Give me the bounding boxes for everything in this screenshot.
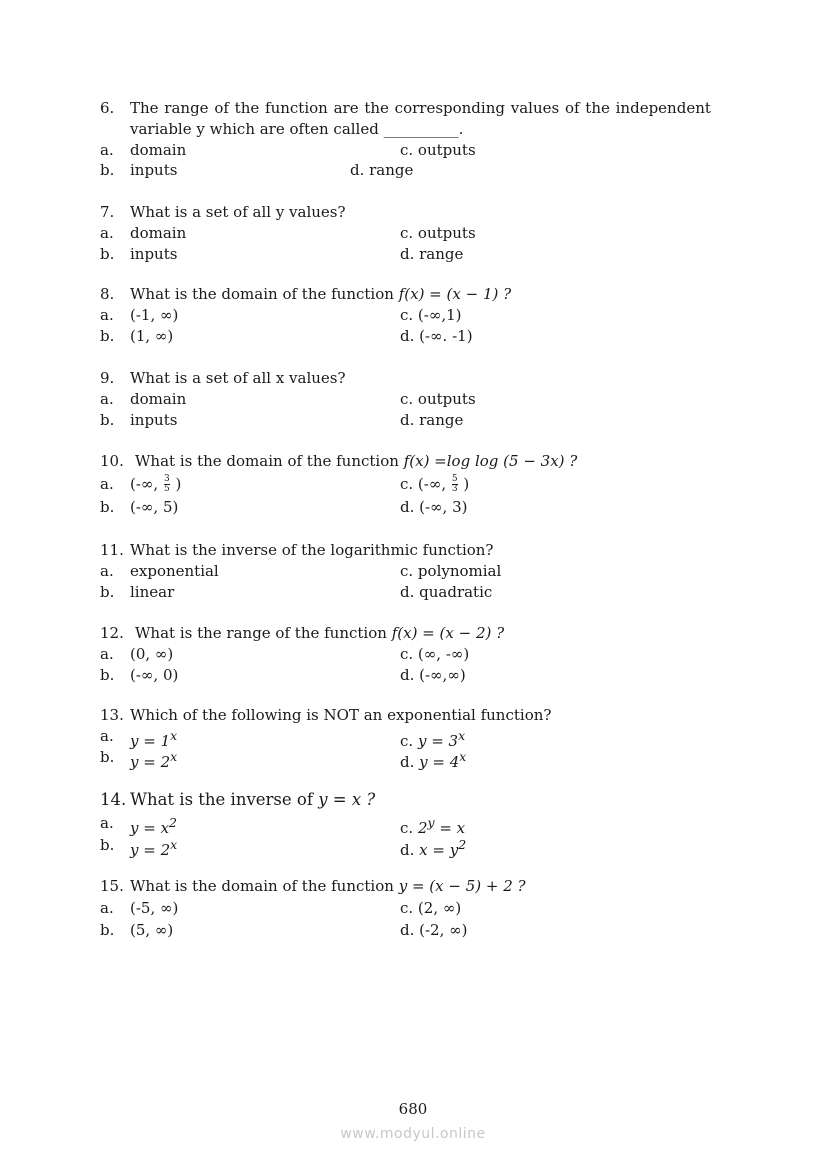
question-number: 13.	[100, 706, 124, 724]
option-a: (-1, ∞)	[130, 305, 179, 324]
option-a-base: y = 1	[130, 731, 171, 750]
option-c-label: c.	[400, 819, 414, 837]
option-c-base: y = 3	[417, 731, 459, 750]
question-15	[100, 876, 740, 941]
option-b-label: b.	[100, 161, 115, 180]
question-stem	[100, 623, 740, 644]
question-14	[100, 788, 740, 859]
question-text-wrap	[130, 284, 511, 305]
question-number: 10.	[100, 452, 124, 470]
option-d-exponent: 2	[458, 837, 467, 852]
option-c-rest: = x	[434, 819, 466, 837]
option-b-label: b.	[100, 244, 115, 263]
question-text: What is the inverse of	[130, 790, 313, 809]
question-12	[100, 623, 740, 685]
option-a	[130, 472, 181, 497]
option-d: d. (-∞,∞)	[400, 665, 466, 684]
option-a-label: a.	[100, 389, 114, 408]
question-text: What is the range of the function	[135, 624, 387, 642]
option-b-base: y = 2	[130, 841, 171, 859]
option-a-label: a.	[100, 898, 114, 917]
option-d-exponent: x	[459, 748, 467, 764]
option-d: d. (-∞. -1)	[400, 326, 473, 345]
options-row-1	[100, 561, 740, 582]
option-b: (-∞, 0)	[130, 665, 179, 684]
option-b: (1, ∞)	[130, 326, 174, 345]
option-c-base: 2	[417, 819, 428, 837]
option-d-base: x = y	[419, 841, 459, 859]
option-d-base: y = 4	[419, 752, 460, 771]
question-text: What is the domain of the function	[130, 877, 394, 895]
watermark: www.modyul.online	[340, 1126, 486, 1142]
option-b-label: b.	[100, 497, 115, 516]
option-c: c. outputs	[400, 389, 476, 408]
question-formula: f(x) =log log (5 − 3x) ?	[403, 452, 578, 470]
option-a: domain	[130, 389, 187, 408]
option-c-prefix: c. (-∞,	[400, 474, 447, 493]
option-c: c. (2, ∞)	[400, 898, 462, 917]
question-number: 6.	[100, 99, 115, 117]
option-a-label: a.	[100, 474, 114, 493]
option-b-exponent: x	[170, 837, 178, 852]
option-a-label: a.	[100, 726, 114, 745]
question-text: The range of the function are the corresponding values of the independent	[130, 99, 711, 117]
question-text-wrap	[135, 451, 577, 472]
option-a-suffix: )	[175, 474, 182, 493]
option-b: linear	[130, 582, 175, 601]
options-row-1	[100, 726, 740, 750]
option-d-label: d.	[400, 752, 415, 771]
option-b: inputs	[130, 244, 178, 263]
question-formula: f(x) = (x − 1) ?	[398, 285, 512, 303]
options-row-1	[100, 897, 740, 919]
options-row-1	[100, 223, 740, 244]
option-a: domain	[130, 140, 187, 159]
option-a-label: a.	[100, 223, 114, 242]
question-9	[100, 368, 740, 430]
option-a-prefix: (-∞,	[130, 474, 159, 493]
options-row-2	[100, 834, 740, 859]
option-c: c. polynomial	[400, 561, 502, 580]
option-d	[400, 747, 466, 773]
question-8	[100, 284, 740, 346]
options-row-2	[100, 326, 740, 347]
option-a-label: a.	[100, 561, 114, 580]
question-number: 11.	[100, 541, 124, 559]
question-number: 7.	[100, 203, 115, 221]
question-number: 8.	[100, 285, 115, 303]
option-b-label: b.	[100, 410, 115, 429]
option-c: c. outputs	[400, 223, 476, 242]
options-row-2	[100, 582, 740, 603]
options-row-2	[100, 497, 740, 518]
option-b: inputs	[130, 410, 178, 429]
options-row-2	[100, 665, 740, 686]
options-row-1	[100, 472, 740, 497]
question-formula: f(x) = (x − 2) ?	[391, 624, 505, 642]
question-stem	[100, 451, 740, 472]
question-number: 9.	[100, 369, 115, 387]
option-b-base: y = 2	[130, 752, 171, 771]
question-number: 15.	[100, 877, 124, 895]
option-a-label: a.	[100, 814, 114, 832]
option-a-label: a.	[100, 140, 114, 159]
option-a-label: a.	[100, 644, 114, 663]
question-11	[100, 540, 740, 602]
options-row-1	[100, 389, 740, 410]
options-row-2	[100, 410, 740, 431]
question-stem	[100, 705, 740, 726]
page-number: 680	[398, 1100, 428, 1118]
option-c	[400, 472, 469, 497]
option-b: inputs	[130, 161, 178, 180]
option-a: exponential	[130, 561, 219, 580]
option-c-suffix: )	[463, 474, 470, 493]
option-a: (0, ∞)	[130, 644, 174, 663]
question-text: What is a set of all x values?	[130, 369, 346, 387]
fraction-numerator: 5	[451, 474, 458, 485]
options-row-2	[100, 160, 740, 181]
question-13	[100, 705, 740, 771]
option-d: d. range	[400, 244, 464, 263]
option-d: d. (-2, ∞)	[400, 920, 468, 939]
option-a-exponent: 2	[169, 815, 177, 830]
option-b-label: b.	[100, 836, 115, 854]
option-b	[130, 747, 177, 773]
fraction-denominator: 3	[451, 484, 458, 495]
question-formula: y = x ?	[318, 790, 376, 809]
option-b-label: b.	[100, 747, 115, 766]
question-stem	[100, 368, 740, 389]
question-stem-cont	[100, 119, 740, 140]
question-stem	[100, 788, 740, 812]
option-b-label: b.	[100, 326, 115, 345]
option-b-label: b.	[100, 582, 115, 601]
option-c: c. outputs	[400, 140, 476, 159]
question-formula: y = (x − 5) + 2 ?	[398, 877, 526, 895]
option-d-label: d.	[400, 841, 415, 859]
option-d: d. (-∞, 3)	[400, 497, 468, 516]
option-c-label: c.	[400, 731, 414, 750]
fraction-numerator: 3	[163, 474, 170, 485]
options-row-2	[100, 919, 740, 941]
question-number: 14.	[100, 790, 127, 809]
options-row-1	[100, 305, 740, 326]
question-stem	[100, 202, 740, 223]
question-text-cont: variable y which are often called __________.	[130, 119, 464, 138]
option-a-exponent: x	[170, 727, 178, 743]
options-row-1	[100, 140, 740, 161]
question-text-wrap	[130, 788, 375, 812]
option-c: c. (-∞,1)	[400, 305, 462, 324]
question-7	[100, 202, 740, 264]
option-b-exponent: x	[170, 748, 178, 764]
option-a: (-5, ∞)	[130, 898, 179, 917]
question-text: Which of the following is NOT an exponential function?	[130, 706, 552, 724]
question-number: 12.	[100, 624, 124, 642]
option-d	[400, 834, 466, 861]
option-b	[130, 834, 177, 861]
options-row-2	[100, 244, 740, 265]
option-a: domain	[130, 223, 187, 242]
option-a-label: a.	[100, 305, 114, 324]
options-row-2	[100, 747, 740, 771]
options-row-1	[100, 644, 740, 665]
option-d: d. range	[400, 410, 464, 429]
option-c-exponent: x	[458, 727, 466, 743]
option-a-base: y = x	[130, 819, 170, 837]
option-c: c. (∞, -∞)	[400, 644, 470, 663]
question-stem	[100, 284, 740, 305]
question-stem	[100, 98, 740, 119]
option-c-fraction	[452, 475, 458, 494]
question-text-wrap	[130, 876, 526, 897]
question-text: What is a set of all y values?	[130, 203, 346, 221]
question-stem	[100, 876, 740, 897]
question-6	[100, 98, 740, 181]
option-b-label: b.	[100, 665, 115, 684]
option-a-fraction	[164, 475, 170, 494]
question-text: What is the domain of the function	[135, 452, 399, 470]
question-text-wrap	[135, 623, 504, 644]
question-text: What is the domain of the function	[130, 285, 394, 303]
option-d: d. range	[350, 161, 414, 180]
option-b: (5, ∞)	[130, 920, 174, 939]
question-text: What is the inverse of the logarithmic function?	[130, 541, 494, 559]
fraction-denominator: 5	[163, 484, 170, 495]
options-row-1	[100, 812, 740, 837]
question-stem	[100, 540, 740, 561]
option-d: d. quadratic	[400, 582, 493, 601]
option-b-label: b.	[100, 920, 115, 939]
option-c-exponent: y	[427, 815, 435, 830]
question-10	[100, 451, 740, 518]
option-b: (-∞, 5)	[130, 497, 179, 516]
